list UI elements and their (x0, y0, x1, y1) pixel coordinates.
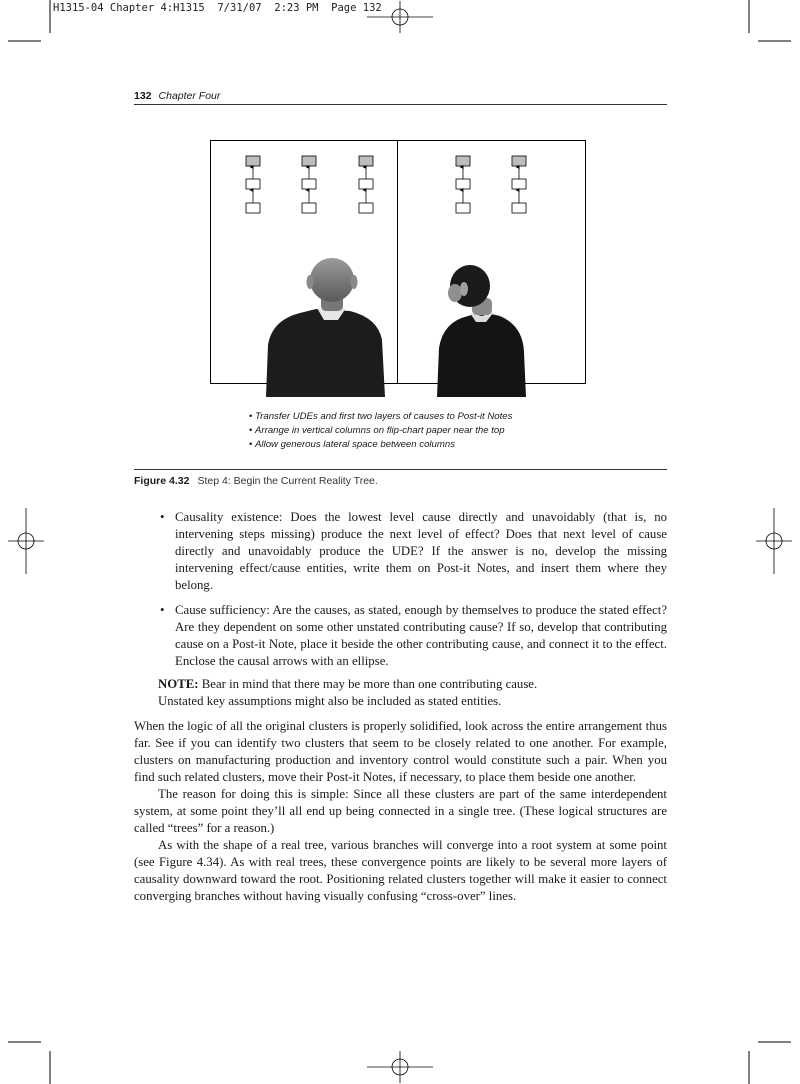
note-block (158, 676, 667, 710)
body-text (134, 718, 667, 905)
note-line: Bear in mind that there may be more than one contributing cause. (201, 677, 538, 691)
paragraph: The reason for doing this is simple: Since all these clusters are part of the same interdependent system, at some point they’ll all end up being connected in a single tree. (These logical structures are called “trees” for a reason.) (134, 787, 667, 835)
figure-illustration (210, 140, 590, 400)
figure-title: Step 4: Begin the Current Reality Tree. (197, 475, 378, 487)
note-label: NOTE: (158, 677, 199, 691)
figure-bullet: • Transfer UDEs and first two layers of causes to Post-it Notes (249, 410, 512, 424)
chapter-title: Chapter Four (158, 90, 221, 102)
figure-caption (134, 475, 378, 487)
paragraph: When the logic of all the original clusters is properly solidified, look across the entire arrangement thus far. See if you can identify two clusters that seem to be closely related to one another. For example, clusters on manufacturing production and inventory control would constitute such a pair. When you find such related clusters, move their Post-it Notes, if necessary, to place them beside one another. (134, 719, 667, 784)
figure-bullet-list (249, 410, 512, 453)
post-it-column (302, 156, 316, 213)
paragraph: As with the shape of a real tree, various branches will converge into a root system at some point (see Figure 4.34). As with real trees, these convergence points are likely to be several more layers of causality downward toward the root. Positioning related clusters together will make it easier to connect converging branches without having visually confusing “cross-over” lines. (134, 838, 667, 903)
figure-bullet: • Allow generous lateral space between columns (249, 438, 512, 452)
registration-mark-top (367, 1, 433, 33)
registration-mark-left (8, 508, 44, 574)
print-slug: H1315-04 Chapter 4:H1315 7/31/07 2:23 PM Page 132 (53, 2, 382, 14)
post-it-column (456, 156, 470, 213)
list-item: • Causality existence: Does the lowest level cause directly and unavoidably (that is, no intervening steps missing) produce the next level of effect? Does that next level of cause directly and unavoidably produce the UDE? If the answer is no, develop the missing intervening effect/cause entities, write them on Post-it Notes, and insert them where they belong. (158, 509, 667, 594)
criteria-list (158, 509, 667, 678)
note-line: Unstated key assumptions might also be included as stated entities. (158, 694, 502, 708)
figure-label: Figure 4.32 (134, 475, 190, 487)
post-it-column (512, 156, 526, 213)
registration-mark-bottom (367, 1051, 433, 1083)
list-item: • Cause sufficiency: Are the causes, as stated, enough by themselves to produce the stated effect? Are they dependent on some other unstated contributing cause? If so, develop that contributing cause on a Post-it Note, place it beside the other contributing cause, and connect it to the effect. Enclose the causal arrows with an ellipse. (158, 602, 667, 670)
caption-rule (134, 469, 667, 470)
figure-bullet: • Arrange in vertical columns on flip-chart paper near the top (249, 424, 512, 438)
post-it-column (246, 156, 260, 213)
post-it-column (359, 156, 373, 213)
running-header (134, 90, 667, 105)
page-number: 132 (134, 90, 152, 102)
registration-mark-right (756, 508, 792, 574)
